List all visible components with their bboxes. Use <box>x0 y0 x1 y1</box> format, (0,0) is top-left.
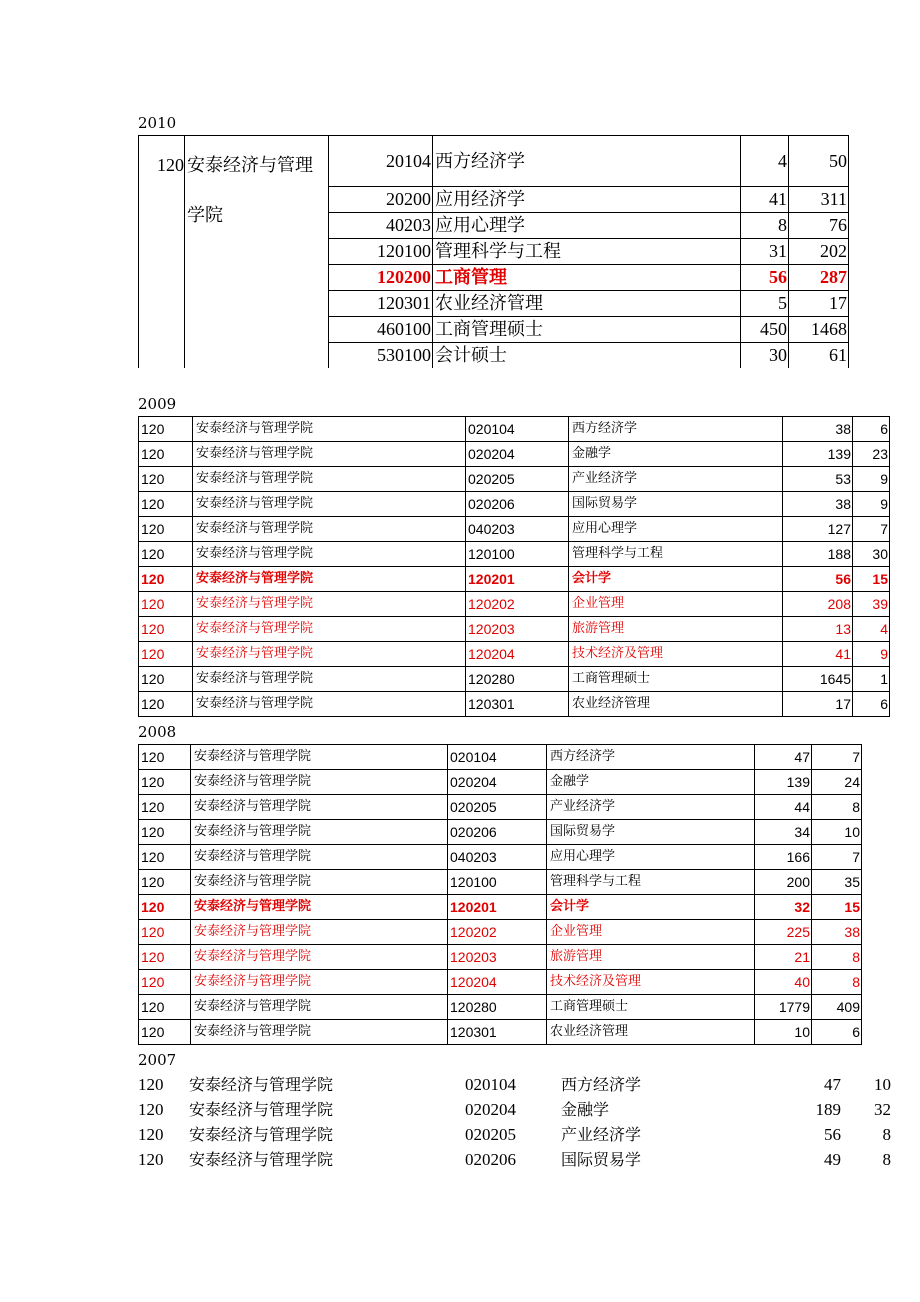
major-code: 120201 <box>448 895 547 920</box>
major-name: 会计学 <box>547 895 755 920</box>
count-1: 53 <box>783 467 853 492</box>
dept-code: 120 <box>139 417 193 442</box>
dept-code: 120 <box>139 995 191 1020</box>
count-2: 409 <box>812 995 862 1020</box>
major-name: 旅游管理 <box>547 945 755 970</box>
table-row <box>139 870 862 895</box>
count-2: 8 <box>812 795 862 820</box>
count-1: 40 <box>755 970 812 995</box>
count-2: 32 <box>874 1100 891 1119</box>
count-2: 50 <box>789 136 849 187</box>
school-name: 安泰经济与管理学院 <box>189 1075 334 1094</box>
dept-code: 120 <box>139 895 191 920</box>
count-1: 34 <box>755 820 812 845</box>
major-name: 管理科学与工程 <box>569 542 783 567</box>
count-2: 61 <box>789 343 849 369</box>
major-name: 农业经济管理 <box>547 1020 755 1045</box>
school-name: 安泰经济与管理学院 <box>193 442 466 467</box>
count-2: 311 <box>789 187 849 213</box>
major-name: 工商管理 <box>433 265 741 291</box>
major-name: 会计硕士 <box>433 343 741 369</box>
major-name: 金融学 <box>547 770 755 795</box>
major-code: 120100 <box>329 239 433 265</box>
count-2: 6 <box>853 692 890 717</box>
count-2: 35 <box>812 870 862 895</box>
year-label-2009: 2009 <box>138 395 177 413</box>
count-1: 188 <box>783 542 853 567</box>
dept-code: 120 <box>138 1150 164 1169</box>
school-name: 安泰经济与管理学院 <box>191 770 448 795</box>
dept-code: 120 <box>139 770 191 795</box>
table-row <box>139 845 862 870</box>
count-1: 13 <box>783 617 853 642</box>
major-name: 工商管理硕士 <box>569 667 783 692</box>
count-2: 10 <box>874 1075 891 1094</box>
major-code: 020206 <box>448 820 547 845</box>
count-1: 30 <box>741 343 789 369</box>
table-row-highlighted <box>139 642 890 667</box>
count-1: 31 <box>741 239 789 265</box>
count-2: 6 <box>812 1020 862 1045</box>
table-2007 <box>138 1072 891 1172</box>
major-code: 120203 <box>466 617 569 642</box>
count-2: 76 <box>789 213 849 239</box>
major-name: 农业经济管理 <box>433 291 741 317</box>
count-1: 32 <box>755 895 812 920</box>
count-1: 200 <box>755 870 812 895</box>
school-name: 安泰经济与管理学院 <box>189 1125 334 1144</box>
major-code: 20200 <box>329 187 433 213</box>
count-1: 139 <box>783 442 853 467</box>
table-row <box>139 692 890 717</box>
count-2: 24 <box>812 770 862 795</box>
dept-name: 安泰经济与管理学院 <box>185 136 329 369</box>
dept-code: 120 <box>139 542 193 567</box>
table-row-highlighted <box>139 945 862 970</box>
count-2: 1 <box>853 667 890 692</box>
major-name: 西方经济学 <box>547 745 755 770</box>
dept-code: 120 <box>139 467 193 492</box>
major-name: 产业经济学 <box>561 1125 642 1144</box>
count-2: 8 <box>882 1150 891 1169</box>
major-code: 020204 <box>465 1100 516 1119</box>
count-2: 8 <box>882 1125 891 1144</box>
school-name: 安泰经济与管理学院 <box>193 592 466 617</box>
major-name: 农业经济管理 <box>569 692 783 717</box>
table-row <box>139 770 862 795</box>
count-2: 17 <box>789 291 849 317</box>
dept-code: 120 <box>138 1125 164 1144</box>
count-1: 1779 <box>755 995 812 1020</box>
dept-code: 120 <box>139 642 193 667</box>
dept-code: 120 <box>139 870 191 895</box>
school-name: 安泰经济与管理学院 <box>193 517 466 542</box>
school-name: 安泰经济与管理学院 <box>191 1020 448 1045</box>
count-1: 208 <box>783 592 853 617</box>
school-name: 安泰经济与管理学院 <box>191 820 448 845</box>
table-row <box>138 1147 891 1172</box>
count-2: 39 <box>853 592 890 617</box>
year-label-2010: 2010 <box>138 114 177 132</box>
count-1: 56 <box>824 1125 841 1144</box>
table-row-highlighted <box>139 592 890 617</box>
dept-code: 120 <box>138 1100 164 1119</box>
count-1: 127 <box>783 517 853 542</box>
major-code: 460100 <box>329 317 433 343</box>
table-row <box>139 995 862 1020</box>
major-code: 20104 <box>329 136 433 187</box>
dept-code: 120 <box>139 492 193 517</box>
major-code: 40203 <box>329 213 433 239</box>
table-2010 <box>138 135 849 368</box>
major-code: 020206 <box>465 1150 516 1169</box>
table-2008 <box>138 744 862 1045</box>
major-name: 西方经济学 <box>569 417 783 442</box>
major-name: 国际贸易学 <box>561 1150 642 1169</box>
major-code: 120202 <box>466 592 569 617</box>
major-code: 020104 <box>466 417 569 442</box>
count-1: 44 <box>755 795 812 820</box>
major-code: 120204 <box>466 642 569 667</box>
school-name: 安泰经济与管理学院 <box>193 417 466 442</box>
count-1: 41 <box>783 642 853 667</box>
table-row <box>139 667 890 692</box>
count-2: 30 <box>853 542 890 567</box>
count-2: 15 <box>853 567 890 592</box>
table-row <box>139 417 890 442</box>
major-name: 应用心理学 <box>569 517 783 542</box>
major-code: 040203 <box>466 517 569 542</box>
major-name: 管理科学与工程 <box>433 239 741 265</box>
table-row <box>139 517 890 542</box>
count-2: 287 <box>789 265 849 291</box>
major-name: 国际贸易学 <box>547 820 755 845</box>
count-1: 4 <box>741 136 789 187</box>
major-code: 120301 <box>466 692 569 717</box>
table-row <box>139 542 890 567</box>
major-code: 120301 <box>329 291 433 317</box>
school-name: 安泰经济与管理学院 <box>193 667 466 692</box>
table-row-highlighted <box>139 617 890 642</box>
count-1: 189 <box>815 1100 841 1119</box>
dept-code: 120 <box>139 970 191 995</box>
table-row <box>138 1122 891 1147</box>
count-2: 1468 <box>789 317 849 343</box>
table-row-highlighted <box>139 970 862 995</box>
major-code: 120202 <box>448 920 547 945</box>
major-code: 020204 <box>448 770 547 795</box>
major-name: 产业经济学 <box>569 467 783 492</box>
major-code: 020205 <box>466 467 569 492</box>
major-name: 应用经济学 <box>433 187 741 213</box>
dept-code: 120 <box>139 692 193 717</box>
dept-code: 120 <box>139 442 193 467</box>
school-name: 安泰经济与管理学院 <box>189 1100 334 1119</box>
dept-code: 120 <box>139 945 191 970</box>
count-1: 139 <box>755 770 812 795</box>
table-row <box>139 442 890 467</box>
major-code: 020104 <box>465 1075 516 1094</box>
count-2: 8 <box>812 970 862 995</box>
major-code: 020206 <box>466 492 569 517</box>
major-name: 企业管理 <box>569 592 783 617</box>
count-2: 10 <box>812 820 862 845</box>
school-name: 安泰经济与管理学院 <box>191 995 448 1020</box>
count-1: 1645 <box>783 667 853 692</box>
major-code: 120100 <box>448 870 547 895</box>
table-row <box>139 1020 862 1045</box>
major-name: 应用心理学 <box>433 213 741 239</box>
count-2: 9 <box>853 492 890 517</box>
count-2: 15 <box>812 895 862 920</box>
school-name: 安泰经济与管理学院 <box>191 745 448 770</box>
school-name: 安泰经济与管理学院 <box>191 920 448 945</box>
count-2: 7 <box>812 845 862 870</box>
count-1: 8 <box>741 213 789 239</box>
count-1: 38 <box>783 492 853 517</box>
school-name: 安泰经济与管理学院 <box>193 567 466 592</box>
major-code: 040203 <box>448 845 547 870</box>
dept-code: 120 <box>139 745 191 770</box>
table-2009 <box>138 416 890 717</box>
major-code: 120100 <box>466 542 569 567</box>
major-name: 国际贸易学 <box>569 492 783 517</box>
major-code: 020205 <box>448 795 547 820</box>
school-name: 安泰经济与管理学院 <box>193 542 466 567</box>
major-code: 120280 <box>466 667 569 692</box>
table-row <box>139 467 890 492</box>
major-code: 020205 <box>465 1125 516 1144</box>
major-code: 020204 <box>466 442 569 467</box>
table-row <box>139 820 862 845</box>
count-1: 38 <box>783 417 853 442</box>
school-name: 安泰经济与管理学院 <box>193 617 466 642</box>
count-2: 4 <box>853 617 890 642</box>
major-code: 120200 <box>329 265 433 291</box>
major-code: 120301 <box>448 1020 547 1045</box>
major-code: 120203 <box>448 945 547 970</box>
count-1: 56 <box>741 265 789 291</box>
table-row-highlighted <box>139 920 862 945</box>
school-name: 安泰经济与管理学院 <box>193 492 466 517</box>
count-1: 225 <box>755 920 812 945</box>
school-name: 安泰经济与管理学院 <box>191 895 448 920</box>
count-1: 56 <box>783 567 853 592</box>
count-1: 5 <box>741 291 789 317</box>
dept-code: 120 <box>139 820 191 845</box>
major-name: 西方经济学 <box>433 136 741 187</box>
major-code: 120280 <box>448 995 547 1020</box>
school-name: 安泰经济与管理学院 <box>191 845 448 870</box>
major-name: 技术经济及管理 <box>547 970 755 995</box>
count-1: 17 <box>783 692 853 717</box>
table-row <box>139 795 862 820</box>
major-name: 工商管理硕士 <box>433 317 741 343</box>
school-name: 安泰经济与管理学院 <box>193 467 466 492</box>
count-2: 9 <box>853 467 890 492</box>
dept-code: 120 <box>139 845 191 870</box>
table-row-highlighted <box>139 567 890 592</box>
count-2: 23 <box>853 442 890 467</box>
count-2: 7 <box>812 745 862 770</box>
major-name: 应用心理学 <box>547 845 755 870</box>
major-name: 会计学 <box>569 567 783 592</box>
table-row <box>139 745 862 770</box>
year-label-2007: 2007 <box>138 1051 177 1069</box>
count-2: 9 <box>853 642 890 667</box>
major-name: 金融学 <box>569 442 783 467</box>
major-code: 530100 <box>329 343 433 369</box>
major-code: 120204 <box>448 970 547 995</box>
dept-code: 120 <box>139 795 191 820</box>
dept-code: 120 <box>139 517 193 542</box>
table-row <box>139 492 890 517</box>
count-1: 49 <box>824 1150 841 1169</box>
dept-code: 120 <box>139 592 193 617</box>
count-2: 7 <box>853 517 890 542</box>
table-row <box>139 136 849 187</box>
dept-code: 120 <box>139 136 185 369</box>
dept-code: 120 <box>139 667 193 692</box>
count-2: 6 <box>853 417 890 442</box>
school-name: 安泰经济与管理学院 <box>191 970 448 995</box>
major-code: 120201 <box>466 567 569 592</box>
school-name: 安泰经济与管理学院 <box>191 945 448 970</box>
school-name: 安泰经济与管理学院 <box>193 692 466 717</box>
table-row <box>138 1072 891 1097</box>
major-name: 工商管理硕士 <box>547 995 755 1020</box>
count-1: 47 <box>824 1075 841 1094</box>
count-1: 41 <box>741 187 789 213</box>
count-2: 8 <box>812 945 862 970</box>
year-label-2008: 2008 <box>138 723 177 741</box>
count-1: 10 <box>755 1020 812 1045</box>
major-name: 产业经济学 <box>547 795 755 820</box>
major-name: 旅游管理 <box>569 617 783 642</box>
school-name: 安泰经济与管理学院 <box>191 870 448 895</box>
table-row-highlighted <box>139 895 862 920</box>
dept-code: 120 <box>139 567 193 592</box>
dept-code: 120 <box>139 1020 191 1045</box>
major-name: 企业管理 <box>547 920 755 945</box>
school-name: 安泰经济与管理学院 <box>189 1150 334 1169</box>
count-1: 47 <box>755 745 812 770</box>
count-1: 450 <box>741 317 789 343</box>
count-2: 38 <box>812 920 862 945</box>
major-name: 西方经济学 <box>561 1075 642 1094</box>
table-row <box>138 1097 891 1122</box>
count-1: 166 <box>755 845 812 870</box>
dept-code: 120 <box>139 920 191 945</box>
dept-code: 120 <box>139 617 193 642</box>
major-name: 技术经济及管理 <box>569 642 783 667</box>
count-2: 202 <box>789 239 849 265</box>
count-1: 21 <box>755 945 812 970</box>
school-name: 安泰经济与管理学院 <box>191 795 448 820</box>
dept-code: 120 <box>138 1075 164 1094</box>
school-name: 安泰经济与管理学院 <box>193 642 466 667</box>
major-name: 金融学 <box>561 1100 610 1119</box>
major-name: 管理科学与工程 <box>547 870 755 895</box>
major-code: 020104 <box>448 745 547 770</box>
